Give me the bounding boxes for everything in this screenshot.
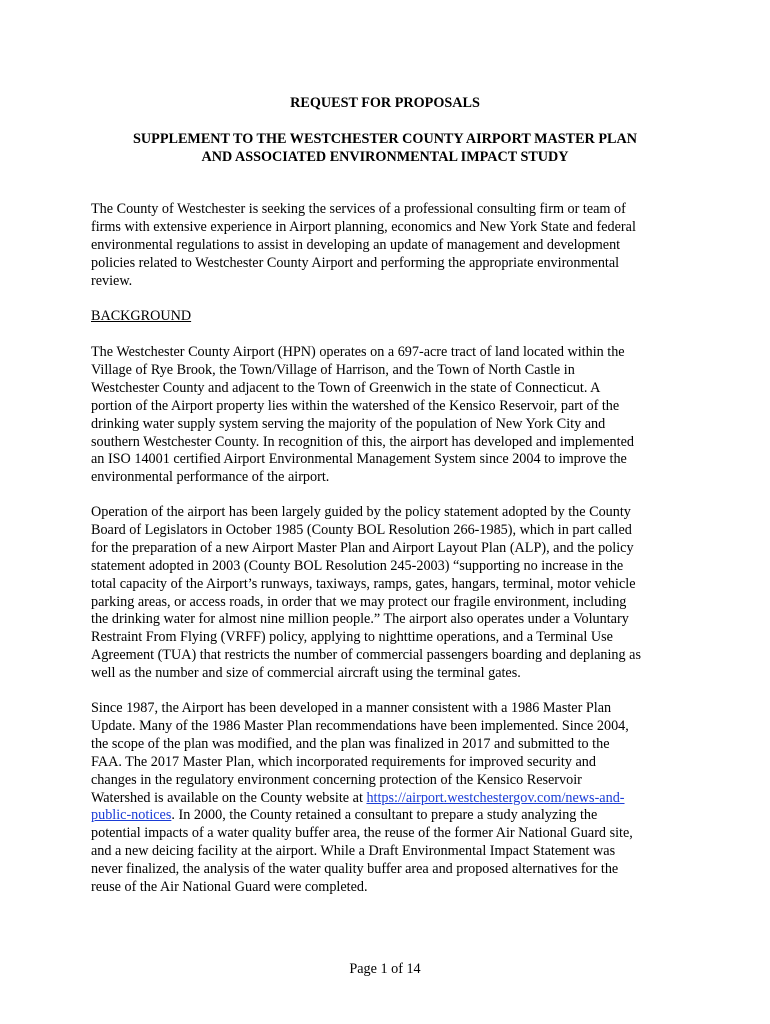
paragraph-line: and a new deicing facility at the airport. While a Draft Environmental Impact Statement was — [91, 843, 616, 860]
paragraph-line: policies related to Westchester County Airport and performing the appropriate environmental — [91, 254, 620, 271]
paragraph-line: The Westchester County Airport (HPN) operates on a 697-acre tract of land located within the — [91, 344, 625, 360]
paragraph-line: the scope of the plan was modified, and the plan was finalized in 2017 and submitted to the — [91, 735, 610, 752]
page-number: Page 1 of 14 — [349, 961, 421, 977]
paragraph-line: potential impacts of a water quality buffer area, the reuse of the former Air National Guard site, — [91, 825, 633, 842]
paragraph-line: FAA. The 2017 Master Plan, which incorporated requirements for improved security and — [91, 753, 596, 770]
paragraph-line: statement adopted in 2003 (County BOL Resolution 245-2003) “supporting no increase in the — [91, 557, 624, 574]
paragraph-line: well as the number and size of commercial aircraft using the terminal gates. — [91, 665, 521, 682]
paragraph-line: drinking water supply system serving the majority of the population of New York City and — [91, 415, 606, 432]
paragraph-line: portion of the Airport property lies within the watershed of the Kensico Reservoir, part of the — [91, 397, 620, 414]
operation-paragraph — [91, 504, 677, 683]
paragraph-line: environmental performance of the airport. — [91, 469, 330, 486]
paragraph-line: for the preparation of a new Airport Master Plan and Airport Layout Plan (ALP), and the policy — [91, 539, 634, 556]
history-paragraph — [91, 700, 677, 897]
paragraph-line: firms with extensive experience in Airport planning, economics and New York State and federal — [91, 218, 636, 235]
paragraph-line: The County of Westchester is seeking the services of a professional consulting firm or team of — [91, 201, 626, 217]
paragraph-line: total capacity of the Airport’s runways, taxiways, ramps, gates, hangars, terminal, motor vehicle — [91, 575, 636, 592]
paragraph-line: the drinking water for almost nine million people.” The airport also operates under a Voluntary — [91, 611, 629, 628]
paragraph-line: southern Westchester County. In recognition of this, the airport has developed and implemented — [91, 433, 634, 450]
paragraph-line: never finalized, the analysis of the water quality buffer area and proposed alternatives for the — [91, 861, 619, 878]
paragraph-line: review. — [91, 272, 133, 289]
background-heading: BACKGROUND — [91, 308, 192, 324]
county-website-link[interactable]: https://airport.westchestergov.com/news-and- — [366, 789, 625, 806]
paragraph-line: an ISO 14001 certified Airport Environmental Management System since 2004 to improve the — [91, 451, 627, 468]
paragraph-line: changes in the regulatory environment concerning protection of the Kensico Reservoir — [91, 771, 582, 788]
paragraph-line: reuse of the Air National Guard were completed. — [91, 879, 368, 896]
document-title: REQUEST FOR PROPOSALS — [290, 95, 480, 111]
paragraph-line: environmental regulations to assist in developing an update of management and development — [91, 236, 621, 253]
paragraph-line: Board of Legislators in October 1985 (County BOL Resolution 266-1985), which in part called — [91, 521, 632, 538]
paragraph-line: Westchester County and adjacent to the Town of Greenwich in the state of Connecticut. A — [91, 379, 601, 396]
subtitle-line: AND ASSOCIATED ENVIRONMENTAL IMPACT STUDY — [201, 149, 569, 165]
paragraph-line: Operation of the airport has been largely guided by the policy statement adopted by the County — [91, 504, 631, 520]
link-line-prefix: Watershed is available on the County website at — [91, 789, 367, 806]
background-paragraph — [91, 344, 677, 487]
paragraph-line: parking areas, or access roads, in order that we may protect our fragile environment, including — [91, 593, 627, 610]
paragraph-line: Village of Rye Brook, the Town/Village of Harrison, and the Town of North Castle in — [91, 361, 575, 378]
paragraph-line — [91, 807, 677, 825]
paragraph-line: Agreement (TUA) that restricts the number of commercial passengers boarding and deplaning as — [91, 647, 641, 664]
county-website-link-continued[interactable]: public-notices — [91, 807, 172, 824]
subtitle-line: SUPPLEMENT TO THE WESTCHESTER COUNTY AIRPORT MASTER PLAN — [133, 131, 637, 147]
paragraph-line — [91, 790, 677, 808]
intro-paragraph — [91, 201, 677, 291]
document-subtitle — [0, 130, 770, 166]
link-line-suffix: . In 2000, the County retained a consultant to prepare a study analyzing the — [171, 807, 598, 824]
paragraph-line: Restraint From Flying (VRFF) policy, applying to nighttime operations, and a Terminal Use — [91, 629, 613, 646]
paragraph-line: Since 1987, the Airport has been developed in a manner consistent with a 1986 Master Plan — [91, 700, 612, 716]
paragraph-line: Update. Many of the 1986 Master Plan recommendations have been implemented. Since 2004, — [91, 717, 629, 734]
